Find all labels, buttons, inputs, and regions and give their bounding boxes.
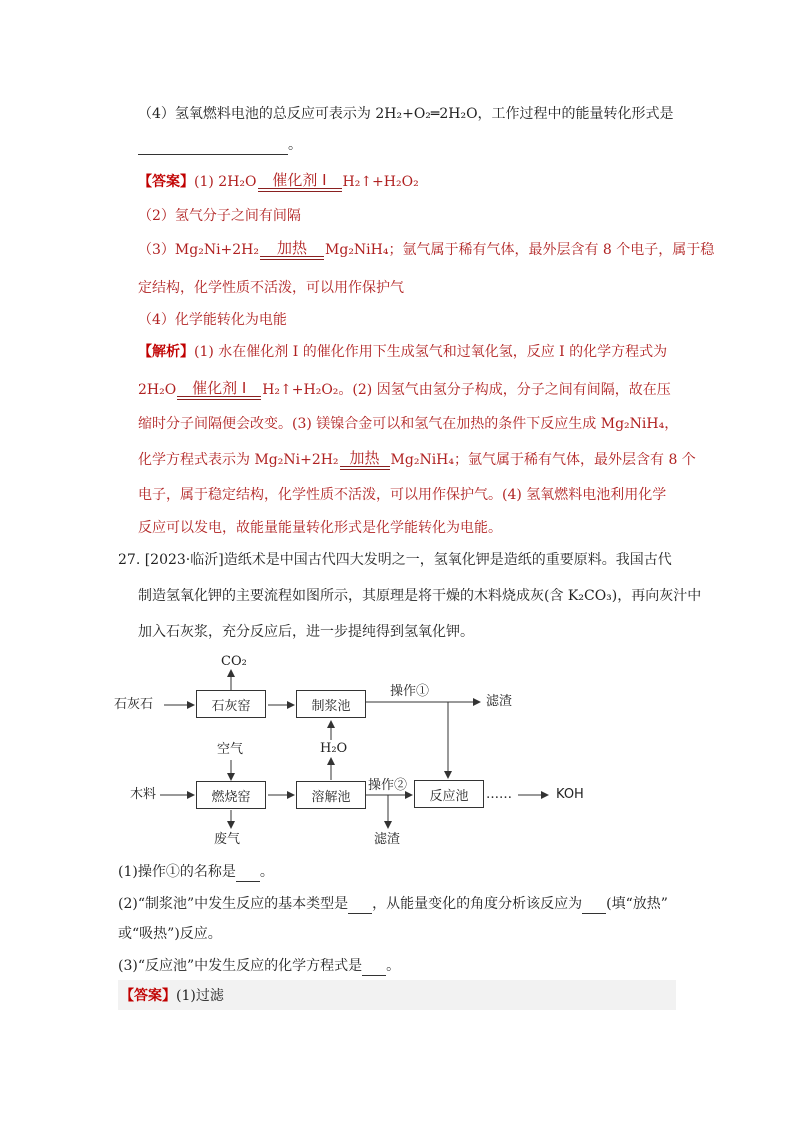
- sub-question-2: [118, 894, 668, 914]
- final-answer-text: (1)过滤: [176, 988, 224, 1004]
- sub-question-1: [118, 862, 274, 882]
- heat-condition: [340, 450, 390, 470]
- h2o-label: H₂O: [320, 741, 348, 756]
- residue2-label: 滤渣: [374, 832, 401, 847]
- op1-label: 操作①: [390, 684, 430, 699]
- sub-question-3: [118, 956, 400, 976]
- q4-text: （4）氢氧燃料电池的总反应可表示为 2H₂+O₂═2H₂O，工作过程中的能量转化形式是: [138, 106, 674, 122]
- analysis-line2: [138, 380, 671, 400]
- an2-prefix: 2H₂O: [138, 382, 177, 398]
- q27-line1: [118, 550, 672, 570]
- answer-blank: [362, 961, 386, 976]
- condition-text: 催化剂 I: [272, 171, 327, 189]
- process-flow-diagram: [100, 650, 640, 850]
- answer-line2: [138, 206, 301, 226]
- analysis-line3: [138, 414, 678, 434]
- an4-prefix: 化学方程式表示为 Mg₂Ni+2H₂: [138, 452, 339, 468]
- co2-label: CO₂: [221, 654, 247, 669]
- period: 。: [386, 958, 401, 974]
- dots-label: ……: [486, 787, 512, 802]
- answer-blank: [582, 899, 606, 914]
- catalyst-condition: [258, 172, 342, 192]
- slurry-pool-box: 制浆池: [296, 690, 366, 718]
- ans1-prefix: (1) 2H₂O: [194, 174, 257, 190]
- final-answer-line: [120, 986, 224, 1006]
- koh-label: KOH: [556, 787, 584, 802]
- analysis-line6: [138, 518, 502, 538]
- answer-blank: [348, 899, 372, 914]
- sub2-end: (填“放热”: [606, 896, 668, 912]
- waste-gas-label: 废气: [214, 832, 241, 847]
- analysis-line4: [138, 450, 696, 470]
- sub2-mid: ，从能量变化的角度分析该反应为: [372, 896, 583, 912]
- an4-suffix: Mg₂NiH₄；氩气属于稀有气体，最外层含有 8 个: [390, 452, 696, 468]
- limestone-label: 石灰石: [114, 697, 154, 712]
- period: 。: [259, 864, 274, 880]
- q27-text: 制造氢氧化钾的主要流程如图所示，其原理是将干燥的木料烧成灰(含 K₂CO₃)，再向灰汁中: [138, 588, 702, 604]
- sub2-text: (2)“制浆池”中发生反应的基本类型是: [118, 896, 349, 912]
- q27-text: 27. [2023·临沂]造纸术是中国古代四大发明之一，氢氧化钾是造纸的重要原料。我国古代: [118, 552, 672, 568]
- answer-tag: 【答案】: [138, 174, 194, 190]
- ans2-text: （2）氢气分子之间有间隔: [138, 208, 301, 224]
- analysis-text: (1) 水在催化剂 I 的催化作用下生成氢气和过氧化氢，反应 I 的化学方程式为: [194, 344, 668, 360]
- lime-kiln-box: 石灰窑: [196, 690, 266, 718]
- sub2-line2-text: 或“吸热”)反应。: [118, 926, 222, 942]
- answer-line5: [138, 310, 287, 330]
- ans3-prefix: （3）Mg₂Ni+2H₂: [138, 242, 260, 258]
- an2-suffix: H₂↑+H₂O₂。(2) 因氢气由氢分子构成，分子之间有间隔，故在压: [262, 382, 671, 398]
- sub1-text: (1)操作①的名称是: [118, 864, 236, 880]
- q4-line2: [138, 135, 302, 155]
- dissolve-pool-box: 溶解池: [296, 781, 366, 809]
- ans3-line2-text: 定结构，化学性质不活泼，可以用作保护气: [138, 280, 404, 296]
- heat-condition: [260, 240, 324, 260]
- analysis-text: 缩时分子间隔便会改变。(3) 镁镍合金可以和氢气在加热的条件下反应生成 Mg₂NiH₄，: [138, 416, 679, 432]
- q27-text: 加入石灰浆，充分反应后，进一步提纯得到氢氧化钾。: [138, 624, 474, 640]
- analysis-text: 反应可以发电，故能量能量转化形式是化学能转化为电能。: [138, 520, 502, 536]
- answer-line1: [138, 172, 419, 192]
- sub3-text: (3)“反应池”中发生反应的化学方程式是: [118, 958, 363, 974]
- wood-label: 木料: [130, 787, 157, 802]
- air-label: 空气: [217, 742, 244, 757]
- burn-kiln-box: 燃烧窑: [196, 781, 266, 809]
- analysis-line5: [138, 485, 666, 505]
- reaction-pool-box: 反应池: [414, 780, 484, 808]
- flow-arrows: [100, 650, 640, 850]
- q27-line3: [138, 622, 474, 642]
- residue1-label: 滤渣: [486, 694, 513, 709]
- ans3-suffix: Mg₂NiH₄；氩气属于稀有气体，最外层含有 8 个电子，属于稳: [325, 242, 715, 258]
- answer-line3: [138, 240, 714, 260]
- analysis-tag: 【解析】: [138, 344, 194, 360]
- analysis-text: 电子，属于稳定结构，化学性质不活泼，可以用作保护气。(4) 氢氧燃料电池利用化学: [138, 487, 667, 503]
- sub-question-2-line2: [118, 924, 222, 944]
- condition-text: 催化剂 I: [192, 379, 247, 397]
- answer-line4: [138, 278, 404, 298]
- q27-line2: [138, 586, 701, 606]
- condition-text: 加热: [277, 239, 308, 257]
- catalyst-condition: [177, 380, 261, 400]
- analysis-line1: [138, 342, 667, 362]
- answer-blank: [138, 140, 288, 155]
- condition-text: 加热: [349, 449, 380, 467]
- q4-line1: [138, 104, 674, 124]
- ans1-suffix: H₂↑+H₂O₂: [342, 174, 419, 190]
- period: 。: [288, 137, 302, 153]
- ans4-text: （4）化学能转化为电能: [138, 312, 287, 328]
- answer-blank: [236, 867, 260, 882]
- op2-label: 操作②: [368, 778, 408, 793]
- answer-tag: 【答案】: [120, 988, 176, 1004]
